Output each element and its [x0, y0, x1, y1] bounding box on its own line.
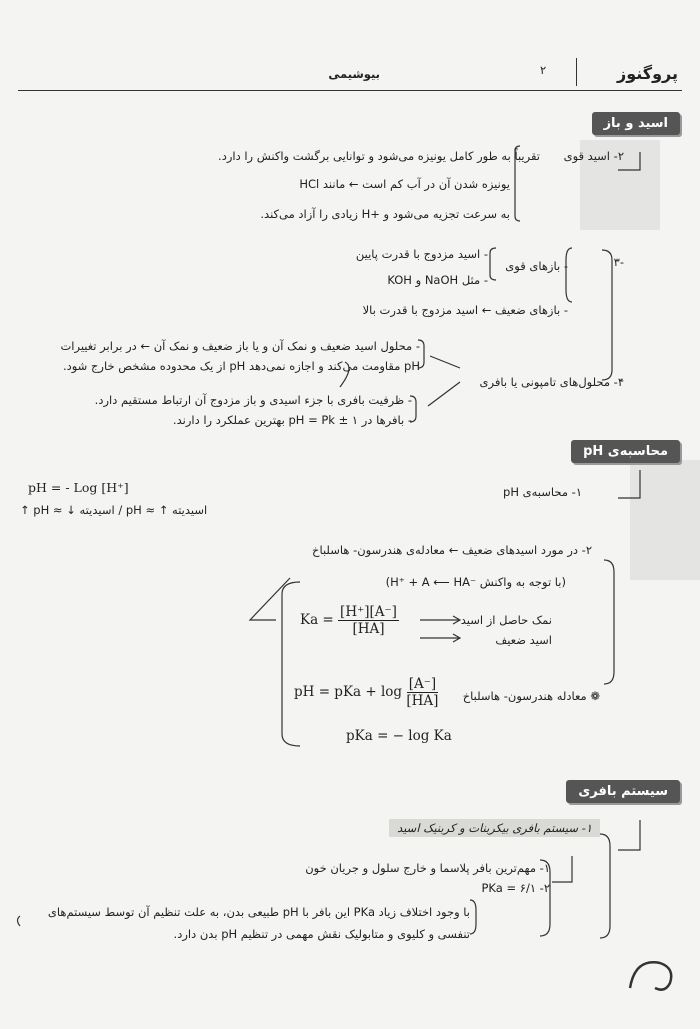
ph-calc-item1: ۱- محاسبه‌ی pH — [503, 485, 582, 499]
strong-bases-label: - بازهای قوی — [505, 259, 568, 273]
strong-bases-sub2: - مثل NaOH و KOH — [387, 273, 488, 287]
hh-numerator: [A⁻] — [408, 676, 437, 692]
strong-acid-label: ۲- اسید قوی — [563, 149, 624, 163]
logo: پروگنوز — [617, 64, 678, 83]
subject-title: بیوشیمی — [328, 67, 380, 81]
section-title-buffer-system: سیستم بافری — [566, 780, 680, 803]
buffer-capacity-line: - ظرفیت بافری با جزء اسیدی و باز مزدوج آن ارتباط مستقیم دارد. — [94, 393, 412, 407]
hh-label: ❁ معادله هندرسون- هاسلباخ — [462, 689, 600, 703]
corner-ornament — [620, 948, 680, 998]
buffer-solutions-label: ۴- محلول‌های تامپونی یا بافری — [479, 375, 624, 389]
weak-acid-item2: ۲- در مورد اسیدهای ضعیف ← معادله‌ی هندرسون- هاسلباخ — [312, 543, 592, 557]
ka-numerator: [H⁺][A⁻] — [340, 604, 397, 620]
ka-denominator: [HA] — [352, 621, 385, 637]
hh-denominator: [HA] — [406, 693, 439, 709]
pka-definition: pKa = − log Ka — [346, 728, 452, 744]
buffer-range-line: - بافرها در pH = Pk ± ۱ بهترین عملکرد را دارند. — [172, 413, 412, 427]
bicarbonate-system-highlight: ۱- سیستم بافری بیکربنات و کربنیک اسید — [389, 819, 600, 837]
weak-acid-label: اسید ضعیف — [495, 633, 552, 647]
weak-bases-line: - بازهای ضعیف ← اسید مزدوج با قدرت بالا — [362, 303, 568, 317]
ka-equation — [300, 604, 399, 637]
strong-acid-line3: به سرعت تجزیه می‌شود و +H زیادی را آزاد می‌کند. — [260, 207, 510, 221]
buffer-sub2: ۲- PKa = ۶/۱ — [481, 881, 550, 895]
section-title-ph-calc: محاسبه‌ی pH — [571, 440, 680, 463]
page-number: ۲ — [540, 63, 547, 77]
ka-fraction — [338, 604, 399, 637]
bicarbonate-system-item — [389, 820, 600, 836]
buffer-def-line2: pH مقاومت می‌کند و اجازه نمی‌دهد pH از یک محدوده مشخص خارج شود. — [62, 359, 420, 373]
dissociation-reaction: (با توجه به واکنش ⁻H⁺ + A ⟵ HA) — [385, 575, 566, 589]
buffer-note1: با وجود اختلاف زیاد PKa این بافر با pH طبیعی بدن، به علت تنظیم آن توسط سیستم‌های — [47, 905, 470, 919]
ph-acidity-relation: ↑ pH ≈ ↓ اسیدیته / pH ≈ ↑ اسیدیته — [20, 503, 208, 517]
hh-lhs: pH = pKa + log — [294, 684, 403, 700]
bases-label: -۳ — [613, 255, 624, 269]
ph-log-formula: pH = - Log [H⁺] — [28, 480, 129, 495]
buffer-def-line1: - محلول اسید ضعیف و نمک آن و یا باز ضعیف و نمک آن ← در برابر تغییرات — [60, 339, 420, 353]
ka-lhs: Ka = — [300, 612, 334, 628]
strong-bases-sub1: - اسید مزدوج با قدرت پایین — [355, 247, 488, 261]
section-title-acid-base: اسید و باز — [592, 112, 680, 135]
hh-equation — [294, 676, 438, 709]
buffer-sub1: ۱- مهم‌ترین بافر پلاسما و خارج سلول و جریان خون — [305, 861, 550, 875]
salt-label: نمک حاصل از اسید — [460, 613, 552, 627]
hh-fraction — [406, 676, 438, 709]
buffer-note2: تنفسی و کلیوی و متابولیک نقش مهمی در تنظیم pH بدن دارد. — [173, 927, 470, 941]
strong-acid-line2: یونیزه شدن آن در آب کم است ← مانند HCl — [299, 177, 510, 191]
strong-acid-line1: تقریباً به طور کامل یونیزه می‌شود و توانایی برگشت واکنش را دارد. — [218, 149, 540, 163]
